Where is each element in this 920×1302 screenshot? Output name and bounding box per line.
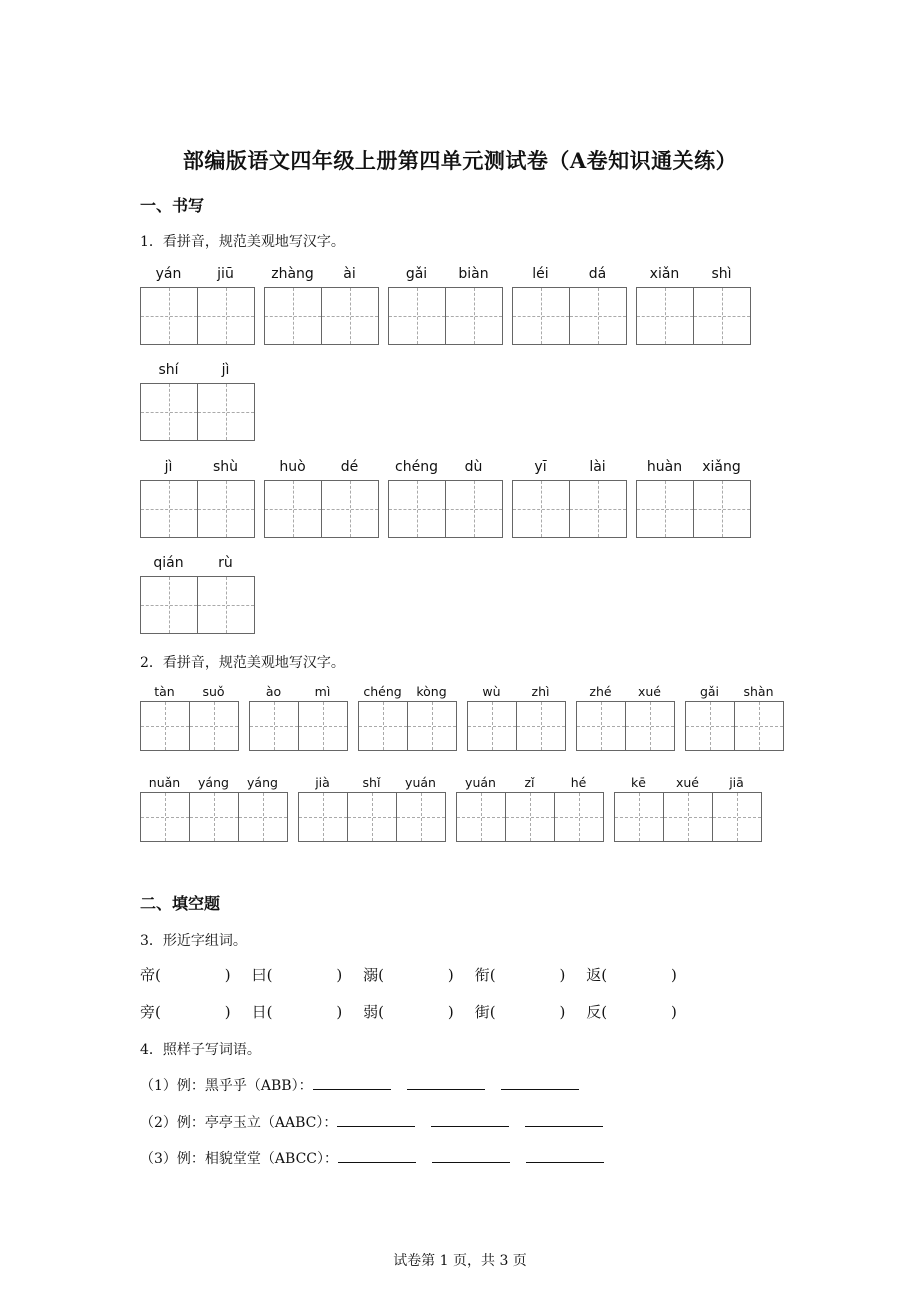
answer-blank[interactable]	[432, 1148, 510, 1163]
writing-box[interactable]	[140, 480, 198, 538]
pinyin-syllable: yuán	[405, 775, 436, 790]
pinyin-syllable: tàn	[154, 684, 175, 699]
writing-box[interactable]	[467, 701, 517, 751]
char-prompt: 反(	[586, 1003, 608, 1021]
answer-blank[interactable]	[338, 1148, 416, 1163]
writing-box[interactable]	[456, 792, 506, 842]
answer-blank[interactable]	[313, 1075, 391, 1090]
writing-box[interactable]	[693, 480, 751, 538]
pinyin-syllable: lài	[589, 459, 606, 475]
writing-box[interactable]	[264, 287, 322, 345]
pinyin-syllable: gǎi	[699, 684, 720, 699]
example-row-1	[140, 1075, 595, 1095]
example-label: （2）例：亭亭玉立（AABC）：	[140, 1115, 338, 1131]
char-prompt: 日(	[251, 1003, 273, 1021]
writing-box[interactable]	[663, 792, 713, 842]
char-prompt: 曰(	[251, 966, 273, 984]
char-prompt: 返(	[586, 966, 608, 984]
pinyin-syllable: jiā	[729, 775, 744, 790]
writing-box[interactable]	[238, 792, 288, 842]
answer-blank[interactable]	[337, 1112, 415, 1127]
writing-box[interactable]	[140, 383, 198, 441]
writing-box[interactable]	[407, 701, 457, 751]
writing-box[interactable]	[358, 701, 408, 751]
writing-box[interactable]	[516, 701, 566, 751]
pinyin-syllable: yī	[534, 459, 547, 475]
page-title: 部编版语文四年级上册第四单元测试卷（A卷知识通关练）	[182, 148, 738, 173]
similar-chars-row-2	[140, 1001, 681, 1022]
writing-box[interactable]	[505, 792, 555, 842]
answer-blank[interactable]	[431, 1112, 509, 1127]
pinyin-syllable: mì	[314, 684, 331, 699]
pinyin-syllable: qián	[153, 555, 184, 571]
char-prompt: )	[671, 966, 677, 984]
writing-box[interactable]	[685, 701, 735, 751]
writing-box[interactable]	[347, 792, 397, 842]
pinyin-syllable: xiǎn	[649, 266, 680, 282]
writing-box[interactable]	[249, 701, 299, 751]
writing-box[interactable]	[298, 701, 348, 751]
char-prompt: 衔(	[474, 966, 496, 984]
pinyin-syllable: shù	[212, 459, 239, 475]
question-4-prompt: 4．照样子写词语。	[140, 1042, 261, 1058]
pinyin-syllable: ài	[343, 266, 356, 282]
writing-box[interactable]	[197, 576, 255, 634]
pinyin-syllable: yáng	[198, 775, 229, 790]
pinyin-syllable: huàn	[646, 459, 683, 475]
pinyin-syllable: rù	[218, 555, 233, 571]
writing-box[interactable]	[140, 576, 198, 634]
char-prompt: 弱(	[363, 1003, 384, 1021]
section-fill-heading: 二、填空题	[140, 894, 221, 913]
char-prompt: )	[559, 966, 566, 984]
question-3-prompt: 3．形近字组词。	[140, 933, 247, 949]
similar-chars-row-1	[140, 964, 681, 985]
pinyin-syllable: dù	[464, 459, 483, 475]
writing-box[interactable]	[512, 287, 570, 345]
pinyin-syllable: nuǎn	[148, 775, 181, 790]
writing-box[interactable]	[140, 287, 198, 345]
pinyin-syllable: xué	[637, 684, 661, 699]
section-writing-heading: 一、书写	[140, 196, 205, 215]
writing-box[interactable]	[554, 792, 604, 842]
pinyin-syllable: huò	[279, 459, 306, 475]
writing-box[interactable]	[140, 701, 190, 751]
pinyin-syllable: jià	[315, 775, 330, 790]
char-prompt: )	[447, 966, 454, 984]
pinyin-syllable: gǎi	[405, 266, 428, 282]
writing-box[interactable]	[197, 480, 255, 538]
pinyin-syllable: chéng	[395, 459, 438, 475]
pinyin-syllable: shí	[158, 362, 179, 378]
writing-box[interactable]	[512, 480, 570, 538]
pinyin-syllable: shàn	[743, 684, 774, 699]
pinyin-syllable: wù	[482, 684, 501, 699]
pinyin-syllable: dá	[588, 266, 607, 282]
writing-box[interactable]	[614, 792, 664, 842]
char-prompt: 街(	[474, 1003, 496, 1021]
char-prompt: )	[224, 1003, 231, 1021]
answer-blank[interactable]	[407, 1075, 485, 1090]
pinyin-syllable: shì	[711, 266, 732, 282]
pinyin-syllable: chéng	[363, 684, 402, 699]
example-label: （1）例：黑乎乎（ABB）：	[140, 1078, 313, 1094]
pinyin-syllable: shǐ	[362, 775, 381, 790]
writing-box[interactable]	[693, 287, 751, 345]
writing-box[interactable]	[569, 287, 627, 345]
writing-box[interactable]	[189, 792, 239, 842]
writing-box[interactable]	[734, 701, 784, 751]
pinyin-syllable: jiū	[217, 266, 234, 282]
pinyin-syllable: xiǎng	[702, 459, 741, 475]
pinyin-syllable: dé	[340, 459, 359, 475]
pinyin-syllable: hé	[570, 775, 587, 790]
question-1-prompt: 1．看拼音，规范美观地写汉字。	[140, 234, 345, 250]
answer-blank[interactable]	[526, 1148, 604, 1163]
writing-box[interactable]	[321, 480, 379, 538]
pinyin-syllable: zhàng	[271, 266, 314, 282]
writing-box[interactable]	[197, 383, 255, 441]
writing-box[interactable]	[636, 287, 694, 345]
writing-box[interactable]	[712, 792, 762, 842]
example-row-3	[140, 1148, 620, 1168]
writing-box[interactable]	[189, 701, 239, 751]
pinyin-syllable: jì	[221, 362, 230, 378]
pinyin-syllable: jì	[164, 459, 173, 475]
writing-box[interactable]	[569, 480, 627, 538]
pinyin-syllable: zhé	[589, 684, 612, 699]
pinyin-syllable: xué	[675, 775, 699, 790]
char-prompt: )	[336, 1003, 343, 1021]
char-prompt: )	[447, 1003, 454, 1021]
writing-box[interactable]	[140, 792, 190, 842]
char-prompt: )	[224, 966, 231, 984]
writing-box[interactable]	[298, 792, 348, 842]
pinyin-syllable: léi	[532, 266, 549, 282]
pinyin-syllable: suǒ	[202, 684, 225, 699]
pinyin-syllable: yuán	[465, 775, 496, 790]
writing-box[interactable]	[636, 480, 694, 538]
pinyin-syllable: zhì	[531, 684, 550, 699]
example-row-2	[140, 1112, 619, 1132]
answer-blank[interactable]	[501, 1075, 579, 1090]
writing-box[interactable]	[197, 287, 255, 345]
writing-box[interactable]	[396, 792, 446, 842]
writing-box[interactable]	[388, 287, 446, 345]
char-prompt: )	[336, 966, 343, 984]
char-prompt: 溺(	[363, 966, 384, 984]
pinyin-syllable: kē	[631, 775, 646, 790]
question-2-prompt: 2．看拼音，规范美观地写汉字。	[140, 655, 345, 671]
writing-box[interactable]	[445, 287, 503, 345]
page-footer: 试卷第 1 页，共 3 页	[393, 1253, 527, 1269]
writing-box[interactable]	[321, 287, 379, 345]
pinyin-syllable: zǐ	[524, 775, 535, 790]
pinyin-syllable: biàn	[458, 266, 489, 282]
char-prompt: 旁(	[140, 1003, 161, 1021]
writing-box[interactable]	[576, 701, 626, 751]
pinyin-syllable: yáng	[247, 775, 278, 790]
pinyin-syllable: ào	[265, 684, 282, 699]
char-prompt: )	[559, 1003, 566, 1021]
writing-box[interactable]	[264, 480, 322, 538]
pinyin-syllable: kòng	[416, 684, 447, 699]
answer-blank[interactable]	[525, 1112, 603, 1127]
writing-box[interactable]	[445, 480, 503, 538]
pinyin-syllable: yán	[155, 266, 182, 282]
writing-box[interactable]	[625, 701, 675, 751]
writing-box[interactable]	[388, 480, 446, 538]
char-prompt: )	[671, 1003, 677, 1021]
char-prompt: 帝(	[140, 966, 161, 984]
example-label: （3）例：相貌堂堂（ABCC）：	[140, 1151, 338, 1167]
